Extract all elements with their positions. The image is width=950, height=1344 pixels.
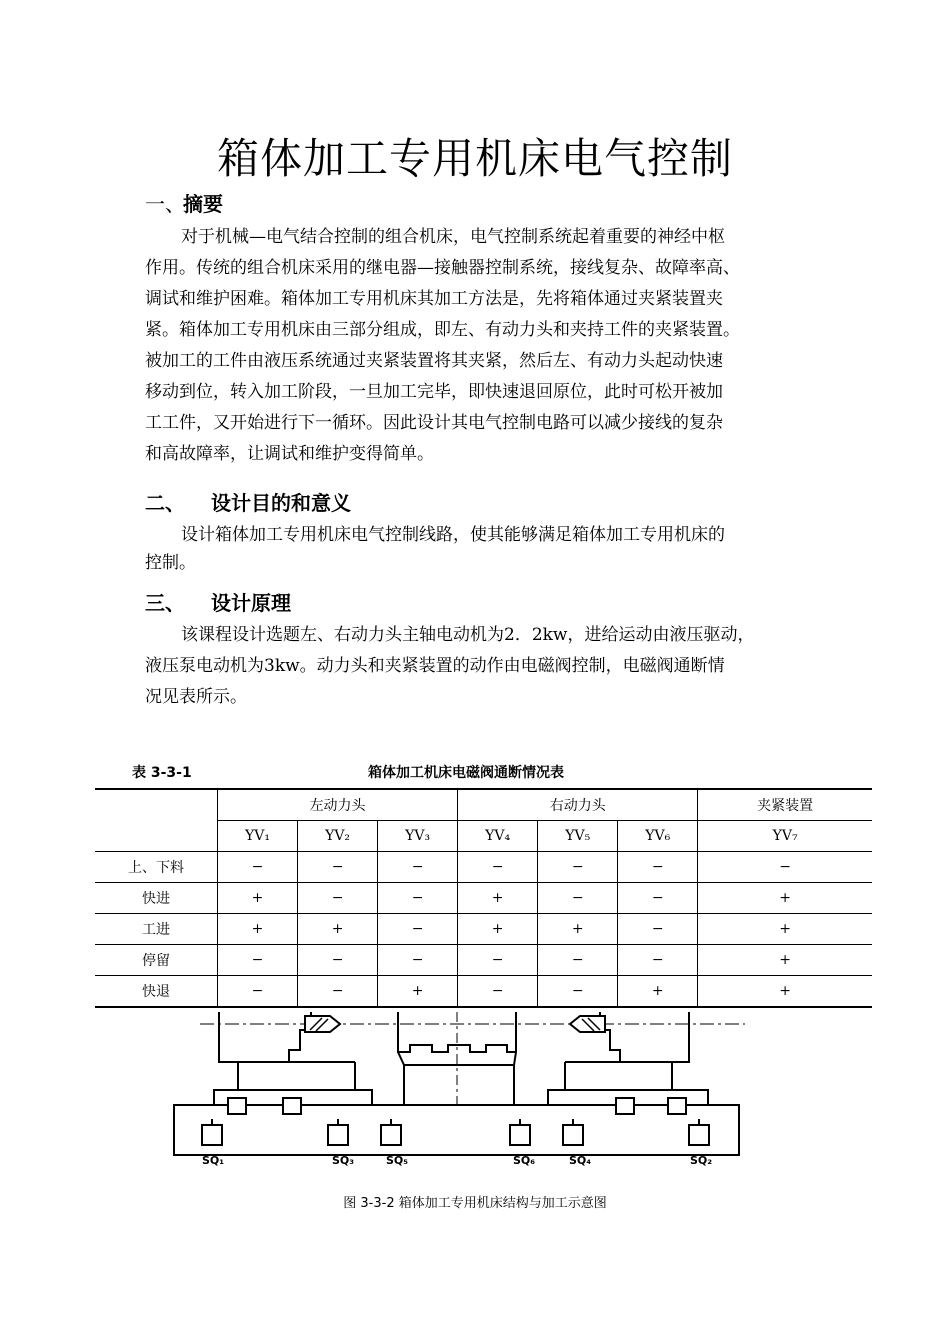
table-corner <box>95 789 218 852</box>
section-heading-purpose <box>145 487 351 516</box>
purpose-paragraph <box>145 520 805 575</box>
group-header-clamp: 夹紧装置 <box>698 789 872 821</box>
table-cell: − <box>538 852 618 883</box>
text-line: 控制。 <box>145 553 196 573</box>
table-cell: − <box>618 914 698 945</box>
limit-switch-sq2 <box>689 1125 709 1145</box>
valve-header: YV₂ <box>298 821 378 852</box>
table-cell: + <box>458 914 538 945</box>
principle-paragraph <box>145 620 805 713</box>
row-label: 快退 <box>95 976 218 1008</box>
right-power-head <box>600 1012 689 1062</box>
table-cell: − <box>378 852 458 883</box>
table-cell: − <box>538 945 618 976</box>
table-cell: − <box>378 883 458 914</box>
table-cell: − <box>618 883 698 914</box>
row-label: 上、下料 <box>95 852 218 883</box>
switch-label: SQ₅ <box>386 1154 409 1167</box>
limit-switch-sq4 <box>563 1125 583 1145</box>
table-cell: − <box>458 852 538 883</box>
section-number: 三、 <box>145 591 185 615</box>
row-label: 快进 <box>95 883 218 914</box>
section-number: 二、 <box>145 491 185 515</box>
valve-header: YV₆ <box>618 821 698 852</box>
table-cell: + <box>698 914 872 945</box>
row-label: 停留 <box>95 945 218 976</box>
table-cell: + <box>538 914 618 945</box>
cam-block <box>228 1098 246 1114</box>
table-group-header <box>95 789 872 821</box>
table-cell: − <box>298 852 378 883</box>
table-cell: + <box>618 976 698 1008</box>
abstract-paragraph <box>145 222 805 470</box>
text-line: 对于机械—电气结合控制的组合机床，电气控制系统起着重要的神经中枢 <box>181 227 725 247</box>
table-cell: + <box>218 914 298 945</box>
table-cell: − <box>298 976 378 1008</box>
section-heading-abstract <box>145 188 223 217</box>
switch-label: SQ₂ <box>690 1154 713 1167</box>
table-row <box>95 883 872 914</box>
limit-switch-sq1 <box>202 1125 222 1145</box>
section-title: 摘要 <box>183 192 223 216</box>
table-cell: − <box>618 852 698 883</box>
text-line: 设计箱体加工专用机床电气控制线路，使其能够满足箱体加工专用机床的 <box>181 525 725 545</box>
limit-switch-sq3 <box>328 1125 348 1145</box>
limit-switch-sq5 <box>381 1125 401 1145</box>
table-cell: − <box>218 852 298 883</box>
text-line: 移动到位，转入加工阶段，一旦加工完毕，即快速退回原位，此时可松开被加 <box>145 382 723 402</box>
table-cell: + <box>458 883 538 914</box>
row-label: 工进 <box>95 914 218 945</box>
cam-block <box>616 1098 634 1114</box>
valve-header: YV₅ <box>538 821 618 852</box>
table-cell: + <box>698 945 872 976</box>
table-cell: + <box>378 976 458 1008</box>
page-title: 箱体加工专用机床电气控制 <box>216 134 733 183</box>
group-header-left: 左动力头 <box>218 789 458 821</box>
switch-label: SQ₁ <box>202 1154 225 1167</box>
text-line: 调试和维护困难。箱体加工专用机床其加工方法是，先将箱体通过夹紧装置夹 <box>145 289 723 309</box>
valve-header: YV₇ <box>698 821 872 852</box>
text-line: 工工件，又开始进行下一循环。因此设计其电气控制电路可以减少接线的复杂 <box>145 413 723 433</box>
section-number: 一、 <box>145 192 185 216</box>
text-line: 液压泵电动机为3kw。动力头和夹紧装置的动作由电磁阀控制，电磁阀通断情 <box>145 656 725 676</box>
table-cell: − <box>458 945 538 976</box>
valve-header: YV₁ <box>218 821 298 852</box>
section-heading-principle <box>145 587 291 616</box>
table-cell: − <box>378 914 458 945</box>
solenoid-valve-table <box>95 788 872 1008</box>
text-line: 被加工的工件由液压系统通过夹紧装置将其夹紧，然后左、有动力头起动快速 <box>145 351 723 371</box>
section-title: 设计原理 <box>211 591 291 615</box>
limit-switch-sq6 <box>510 1125 530 1145</box>
cam-block <box>668 1098 686 1114</box>
table-cell: + <box>298 914 378 945</box>
text-line: 该课程设计选题左、右动力头主轴电动机为2．2kw，进给运动由液压驱动， <box>181 625 755 645</box>
table-cell: − <box>458 976 538 1008</box>
table-cell: − <box>698 852 872 883</box>
table-cell: − <box>538 883 618 914</box>
valve-header: YV₃ <box>378 821 458 852</box>
text-line: 和高故障率，让调试和维护变得简单。 <box>145 444 434 464</box>
switch-label: SQ₆ <box>513 1154 536 1167</box>
machine-bed <box>174 1105 739 1155</box>
switch-label: SQ₄ <box>569 1154 592 1167</box>
machine-structure-diagram <box>0 1000 950 1190</box>
table-cell: + <box>218 883 298 914</box>
figure-caption: 图 3-3-2 箱体加工专用机床结构与加工示意图 <box>343 1196 607 1211</box>
table-cell: − <box>618 945 698 976</box>
table-cell: + <box>698 976 872 1008</box>
table-row <box>95 852 872 883</box>
table-caption: 箱体加工机床电磁阀通断情况表 <box>368 765 564 781</box>
table-cell: − <box>218 945 298 976</box>
switch-label: SQ₃ <box>332 1154 355 1167</box>
text-line: 况见表所示。 <box>145 687 247 707</box>
table-cell: − <box>298 945 378 976</box>
table-label: 表 3-3-1 <box>132 765 192 781</box>
clamp-base <box>404 1065 514 1105</box>
table-cell: − <box>218 976 298 1008</box>
table-row <box>95 914 872 945</box>
table-cell: − <box>298 883 378 914</box>
table-row <box>95 945 872 976</box>
valve-header: YV₄ <box>458 821 538 852</box>
table-cell: − <box>538 976 618 1008</box>
text-line: 作用。传统的组合机床采用的继电器—接触器控制系统，接线复杂、故障率高、 <box>145 258 740 278</box>
table-cell: − <box>378 945 458 976</box>
left-power-head <box>219 1012 311 1062</box>
cam-block <box>283 1098 301 1114</box>
table-cell: + <box>698 883 872 914</box>
section-title: 设计目的和意义 <box>211 491 351 515</box>
text-line: 紧。箱体加工专用机床由三部分组成，即左、有动力头和夹持工件的夹紧装置。 <box>145 320 740 340</box>
group-header-right: 右动力头 <box>458 789 698 821</box>
